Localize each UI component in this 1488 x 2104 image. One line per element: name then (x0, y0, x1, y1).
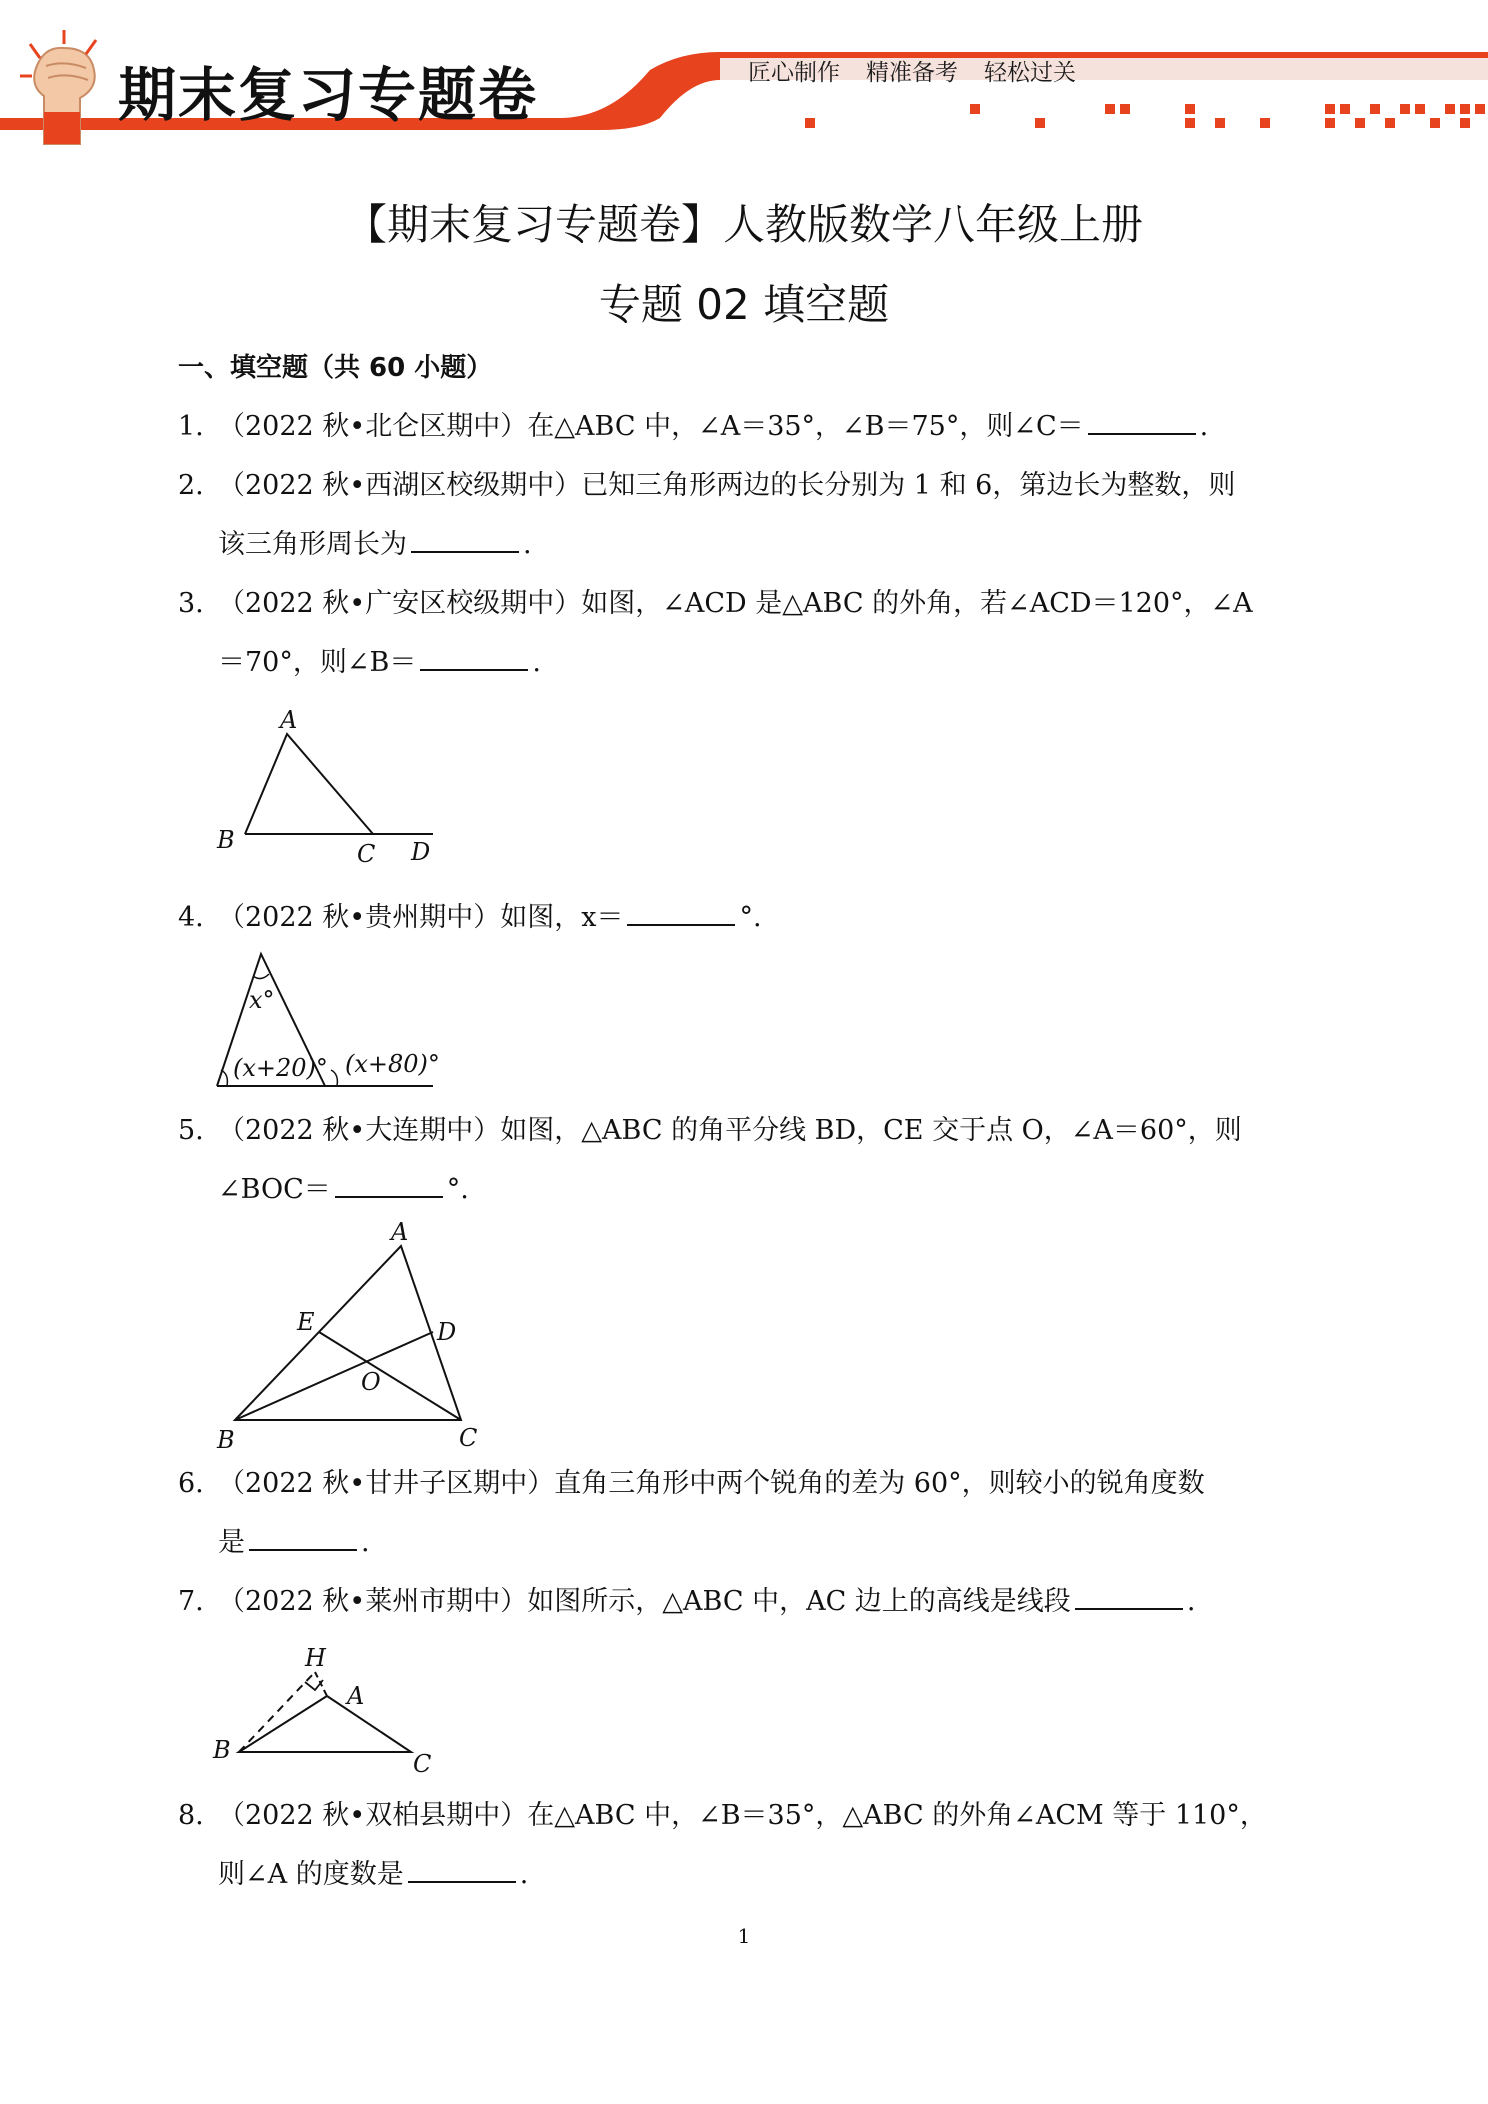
figure-q7 (205, 1632, 465, 1782)
answer-blank[interactable] (335, 1174, 443, 1198)
question-number: 5. (178, 1115, 204, 1146)
figure-label: B (217, 826, 235, 854)
figure-label: D (437, 1318, 457, 1346)
question-text-line2: ∠BOC＝ (218, 1174, 331, 1205)
answer-blank[interactable] (1075, 1586, 1183, 1610)
figure-label: E (297, 1308, 315, 1336)
question-number: 8. (178, 1800, 204, 1831)
question-number: 3. (178, 588, 204, 619)
question-text-line2: 是 (218, 1527, 245, 1558)
question-text: （2022 秋•双柏县期中）在△ABC 中，∠B＝35°，△ABC 的外角∠ACM 等于 110°， (218, 1800, 1267, 1831)
figure-label: x° (249, 986, 275, 1014)
figure-label: (x+20)° (233, 1054, 328, 1082)
question-text: （2022 秋•贵州期中）如图，x＝ (218, 902, 624, 933)
question-7 (178, 1572, 1328, 1631)
question-number: 1. (178, 411, 204, 442)
question-1 (178, 397, 1328, 456)
figure-label: B (217, 1426, 235, 1454)
figure-q5 (205, 1210, 495, 1460)
figure-q3 (205, 700, 455, 875)
answer-blank[interactable] (627, 902, 735, 926)
question-text-line2: 该三角形周长为 (218, 529, 407, 560)
figure-label: C (413, 1750, 432, 1778)
answer-blank[interactable] (420, 647, 528, 671)
question-tail: . (1186, 1586, 1196, 1617)
answer-blank[interactable] (1088, 411, 1196, 435)
question-text: （2022 秋•甘井子区期中）直角三角形中两个锐角的差为 60°，则较小的锐角度数 (218, 1468, 1205, 1499)
figure-label: O (361, 1368, 381, 1396)
slogan: 精准备考 (866, 60, 958, 86)
question-number: 7. (178, 1586, 204, 1617)
figure-label: C (459, 1424, 478, 1452)
document-title: 【期末复习专题卷】人教版数学八年级上册 (344, 200, 1143, 249)
section-heading: 一、填空题（共 60 小题） (178, 353, 493, 383)
question-2 (178, 456, 1328, 574)
question-tail: . (361, 1527, 370, 1558)
question-text: （2022 秋•北仑区期中）在△ABC 中，∠A＝35°，∠B＝75°，则∠C＝ (218, 411, 1084, 442)
figure-q4 (205, 948, 465, 1088)
question-number: 4. (178, 902, 204, 933)
question-text-line2: 则∠A 的度数是 (218, 1859, 404, 1890)
question-tail: . (523, 529, 532, 560)
document-subtitle: 专题 02 填空题 (598, 280, 890, 329)
brand-title: 期末复习专题卷 (118, 61, 539, 129)
question-6 (178, 1454, 1328, 1572)
question-5 (178, 1101, 1328, 1219)
question-tail: °. (446, 1174, 469, 1205)
figure-label: A (280, 706, 298, 734)
header-slogans (748, 54, 1076, 87)
question-tail: . (1199, 411, 1209, 442)
figure-label: H (305, 1644, 326, 1672)
figure-label: (x+80)° (345, 1050, 440, 1078)
question-4 (178, 888, 1328, 947)
page-number: 1 (737, 1924, 751, 1948)
question-text: （2022 秋•西湖区校级期中）已知三角形两边的长分别为 1 和 6，第边长为整数，则 (218, 470, 1236, 501)
answer-blank[interactable] (249, 1527, 357, 1551)
question-3 (178, 574, 1328, 692)
question-8 (178, 1786, 1328, 1904)
question-tail: . (519, 1859, 529, 1890)
slogan: 轻松过关 (984, 60, 1076, 86)
figure-label: A (347, 1682, 365, 1710)
question-text: （2022 秋•大连期中）如图，△ABC 的角平分线 BD，CE 交于点 O，∠A＝60°，则 (218, 1115, 1242, 1146)
figure-label: D (411, 838, 431, 866)
question-number: 2. (178, 470, 204, 501)
question-text: （2022 秋•莱州市期中）如图所示，△ABC 中，AC 边上的高线是线段 (218, 1586, 1071, 1617)
question-text-line2: ＝70°，则∠B＝ (218, 647, 417, 678)
slogan: 匠心制作 (748, 60, 840, 86)
answer-blank[interactable] (408, 1859, 516, 1883)
question-number: 6. (178, 1468, 204, 1499)
figure-label: B (213, 1736, 231, 1764)
question-tail: . (532, 647, 541, 678)
figure-label: A (391, 1218, 409, 1246)
question-text: （2022 秋•广安区校级期中）如图，∠ACD 是△ABC 的外角，若∠ACD＝120°，∠A (218, 588, 1253, 619)
fist-icon (14, 26, 110, 146)
answer-blank[interactable] (411, 529, 519, 553)
figure-label: C (357, 840, 376, 868)
question-tail: °. (739, 902, 762, 933)
